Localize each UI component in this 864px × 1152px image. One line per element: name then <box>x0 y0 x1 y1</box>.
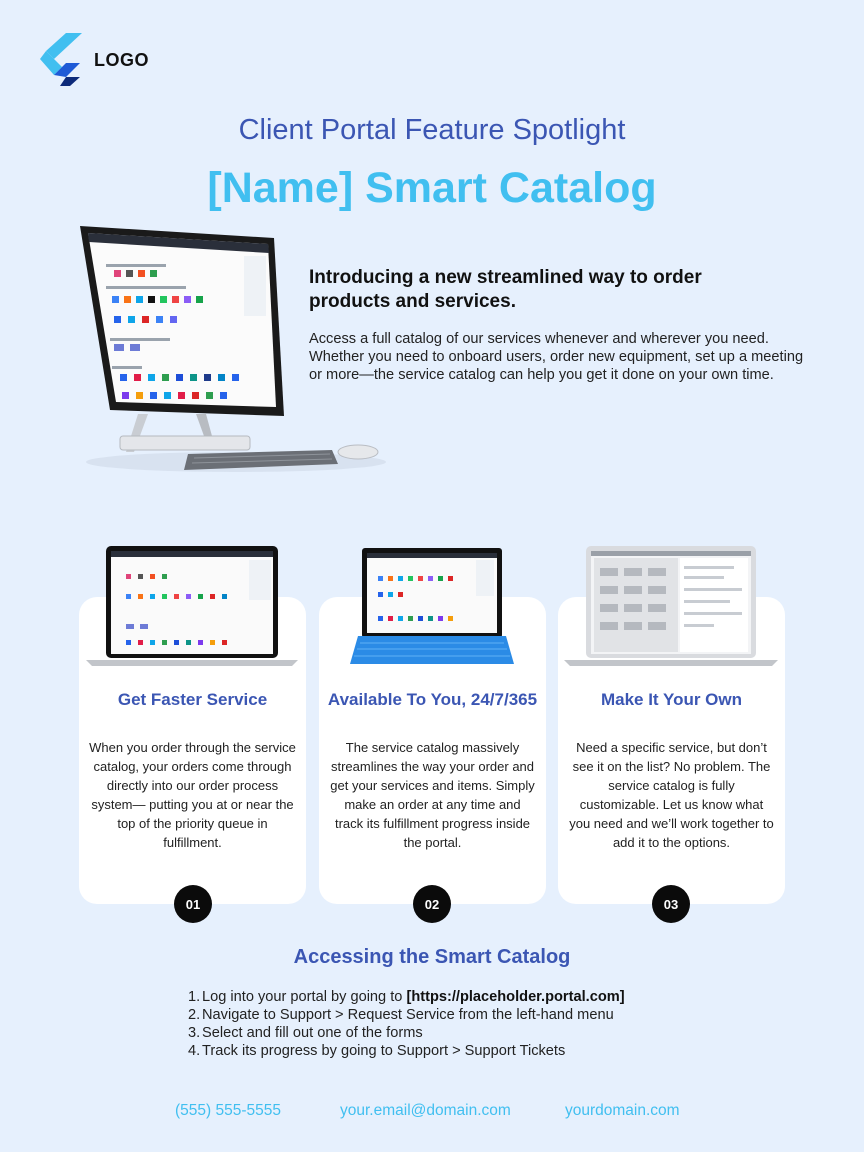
card-text: Need a specific service, but don’t see it on the list? No problem. The service catalog is fully customizable. Let us know what you need and we’ll work together to add it to the options. <box>569 740 774 850</box>
card-text: The service catalog massively streamlines the way your order and get your services and items. Simply make an order at any time and track its fulfillment progress inside the portal. <box>330 740 535 850</box>
portal-link[interactable]: [https://placeholder.portal.com] <box>406 989 625 1005</box>
step-text: Log into your portal by going to [https://placeholder.portal.com] <box>202 989 625 1005</box>
card-title: Make It Your Own <box>600 690 743 709</box>
logo-text: LOGO <box>94 49 149 70</box>
card-text: When you order through the service catalog, your orders come through directly into our order process system— putting you at or near the top of the priority queue in fulfillment. <box>89 740 296 850</box>
access-heading: Accessing the Smart Catalog <box>293 946 571 968</box>
footer-email[interactable]: your.email@domain.com <box>340 1102 511 1119</box>
page-title: [Name] Smart Catalog <box>207 164 657 212</box>
steps-list <box>188 988 748 1060</box>
tablet-illustration <box>348 546 516 666</box>
logo[interactable] <box>40 33 149 87</box>
list-item <box>188 988 748 1006</box>
page-subtitle: Client Portal Feature Spotlight <box>238 114 626 146</box>
card-number-badge: 01 <box>174 885 212 923</box>
step-text: Track its progress by going to Support > Support Tickets <box>202 1043 566 1059</box>
list-item <box>188 1024 748 1042</box>
step-number: 2. <box>188 1007 201 1023</box>
step-text: Select and fill out one of the forms <box>202 1025 423 1041</box>
laptop-illustration <box>86 544 298 668</box>
card-number-badge: 03 <box>652 885 690 923</box>
footer-phone[interactable]: (555) 555-5555 <box>175 1102 281 1119</box>
logo-mark-icon <box>40 33 82 87</box>
footer-website[interactable]: yourdomain.com <box>565 1102 680 1119</box>
card-title: Available To You, 24/7/365 <box>327 690 538 709</box>
list-item <box>188 1006 748 1024</box>
step-number: 1. <box>188 989 201 1005</box>
card-number-badge: 02 <box>413 885 451 923</box>
laptop-silver-illustration <box>564 544 778 668</box>
step-number: 3. <box>188 1025 201 1041</box>
intro-heading: Introducing a new streamlined way to order products and services. <box>309 267 702 312</box>
card-title: Get Faster Service <box>117 690 268 709</box>
intro-body: Access a full catalog of our services whenever and wherever you need. Whether you need to onboard users, order new equipment, set up a meeting or more—the service catalog can help you get it done on your own time. <box>309 331 804 383</box>
step-text: Navigate to Support > Request Service from the left-hand menu <box>202 1007 614 1023</box>
step-number: 4. <box>188 1043 201 1059</box>
list-item <box>188 1042 748 1060</box>
